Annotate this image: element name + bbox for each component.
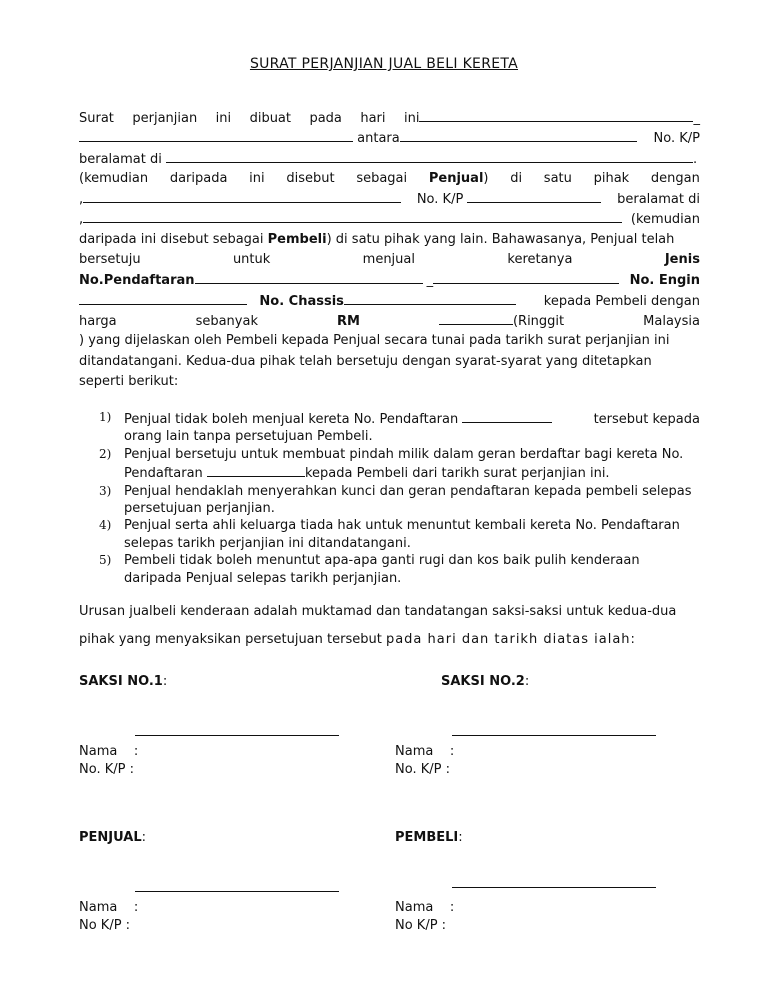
- intro-line-6: , (kemudian: [79, 209, 700, 229]
- witness1-name: Nama :: [79, 744, 139, 759]
- terms-list: [99, 409, 700, 587]
- term-item-4: 4) Penjual serta ahli keluarga tiada hak untuk menuntut kembali kereta No. Pendaftaran selepas tarikh perjanjian ini ditandatangani.: [99, 518, 680, 551]
- blank-seller-address: [166, 149, 693, 163]
- intro-line-1: Surat perjanjian ini dibuat pada hari ini _: [79, 108, 700, 128]
- intro-line-9: No.Pendaftaran _ No. Engin: [79, 270, 700, 290]
- buyer-name: Nama :: [395, 900, 455, 915]
- blank-buyer-kp: [467, 189, 601, 203]
- blank-term2-registration: [207, 463, 305, 477]
- blank-registration-no: [195, 270, 423, 284]
- seller-label: PENJUAL:: [79, 830, 147, 845]
- blank-price: [439, 311, 513, 325]
- term-item-2: 2) Penjual bersetuju untuk membuat pindah milik dalam geran berdaftar bagi kereta No. Pendaftaran kepada Pembeli dari tarikh surat perjanjian ini.: [99, 446, 684, 482]
- intro-line-3: beralamat di .: [79, 149, 700, 169]
- witness2-kp: No. K/P :: [395, 762, 450, 777]
- blank-chassis-no: [344, 291, 516, 305]
- seller-kp: No K/P :: [79, 918, 131, 933]
- blank-buyer-address: [83, 209, 622, 223]
- blank-day: [419, 108, 693, 122]
- intro-line-14: seperti berikut:: [79, 373, 179, 389]
- term-item-1: 1) Penjual tidak boleh menjual kereta No. Pendaftaran tersebut kepada orang lain tanpa persetujuan Pembeli.: [99, 410, 700, 445]
- document-title: SURAT PERJANJIAN JUAL BELI KERETA: [249, 56, 519, 72]
- intro-line-13: ditandatangani. Kedua-dua pihak telah bersetuju dengan syarat-syarat yang ditetapkan: [79, 353, 652, 369]
- penjual-term: Penjual: [428, 170, 484, 186]
- witness2-signature-line: [452, 735, 656, 736]
- intro-line-5: , No. K/P beralamat di: [79, 189, 700, 209]
- buyer-signature-line: [452, 887, 656, 888]
- closing-paragraph: Urusan jualbeli kenderaan adalah muktamad dan tandatangan saksi-saksi untuk kedua-dua pihak yang menyaksikan persetujuan tersebut pada hari dan tarikh diatas ialah:: [79, 604, 677, 647]
- intro-line-8: bersetuju untuk menjual keretanya Jenis: [79, 252, 700, 268]
- intro-line-11: harga sebanyak RM (Ringgit Malaysia: [79, 311, 700, 331]
- blank-buyer-name: [83, 189, 401, 203]
- witness1-signature-line: [135, 735, 339, 736]
- term-item-3: 3) Penjual hendaklah menyerahkan kunci dan geran pendaftaran kepada pembeli selepas persetujuan perjanjian.: [99, 483, 692, 517]
- witness2-label: SAKSI NO.2:: [441, 674, 530, 689]
- witness1-kp: No. K/P :: [79, 762, 134, 777]
- intro-line-4: (kemudian daripada ini disebut sebagai Penjual) di satu pihak dengan: [79, 170, 700, 186]
- blank-term1-registration: [462, 409, 552, 423]
- blank-registration-no-2: [433, 270, 619, 284]
- buyer-kp: No K/P :: [395, 918, 447, 933]
- intro-line-10: No. Chassis kepada Pembeli dengan: [79, 291, 700, 311]
- buyer-label: PEMBELI:: [395, 830, 463, 845]
- blank-engine-no: [79, 291, 247, 305]
- term-item-5: 5) Pembeli tidak boleh menuntut apa-apa ganti rugi dan kos baik pulih kenderaan daripada Penjual selepas tarikh perjanjian.: [99, 553, 640, 586]
- witness1-label: SAKSI NO.1:: [79, 674, 168, 689]
- pembeli-term: Pembeli: [267, 231, 327, 247]
- seller-name: Nama :: [79, 900, 139, 915]
- blank-seller-name-2: [400, 128, 637, 142]
- blank-seller-name: [79, 128, 353, 142]
- intro-paragraph: [79, 108, 700, 392]
- intro-line-7: daripada ini disebut sebagai Pembeli) di satu pihak yang lain. Bahawasanya, Penjual telah: [79, 231, 675, 247]
- witness2-name: Nama :: [395, 744, 455, 759]
- intro-line-12: ) yang dijelaskan oleh Pembeli kepada Penjual secara tunai pada tarikh surat perjanjian ini: [79, 333, 670, 349]
- seller-signature-line: [135, 891, 339, 892]
- intro-line-2: antara No. K/P: [79, 128, 700, 148]
